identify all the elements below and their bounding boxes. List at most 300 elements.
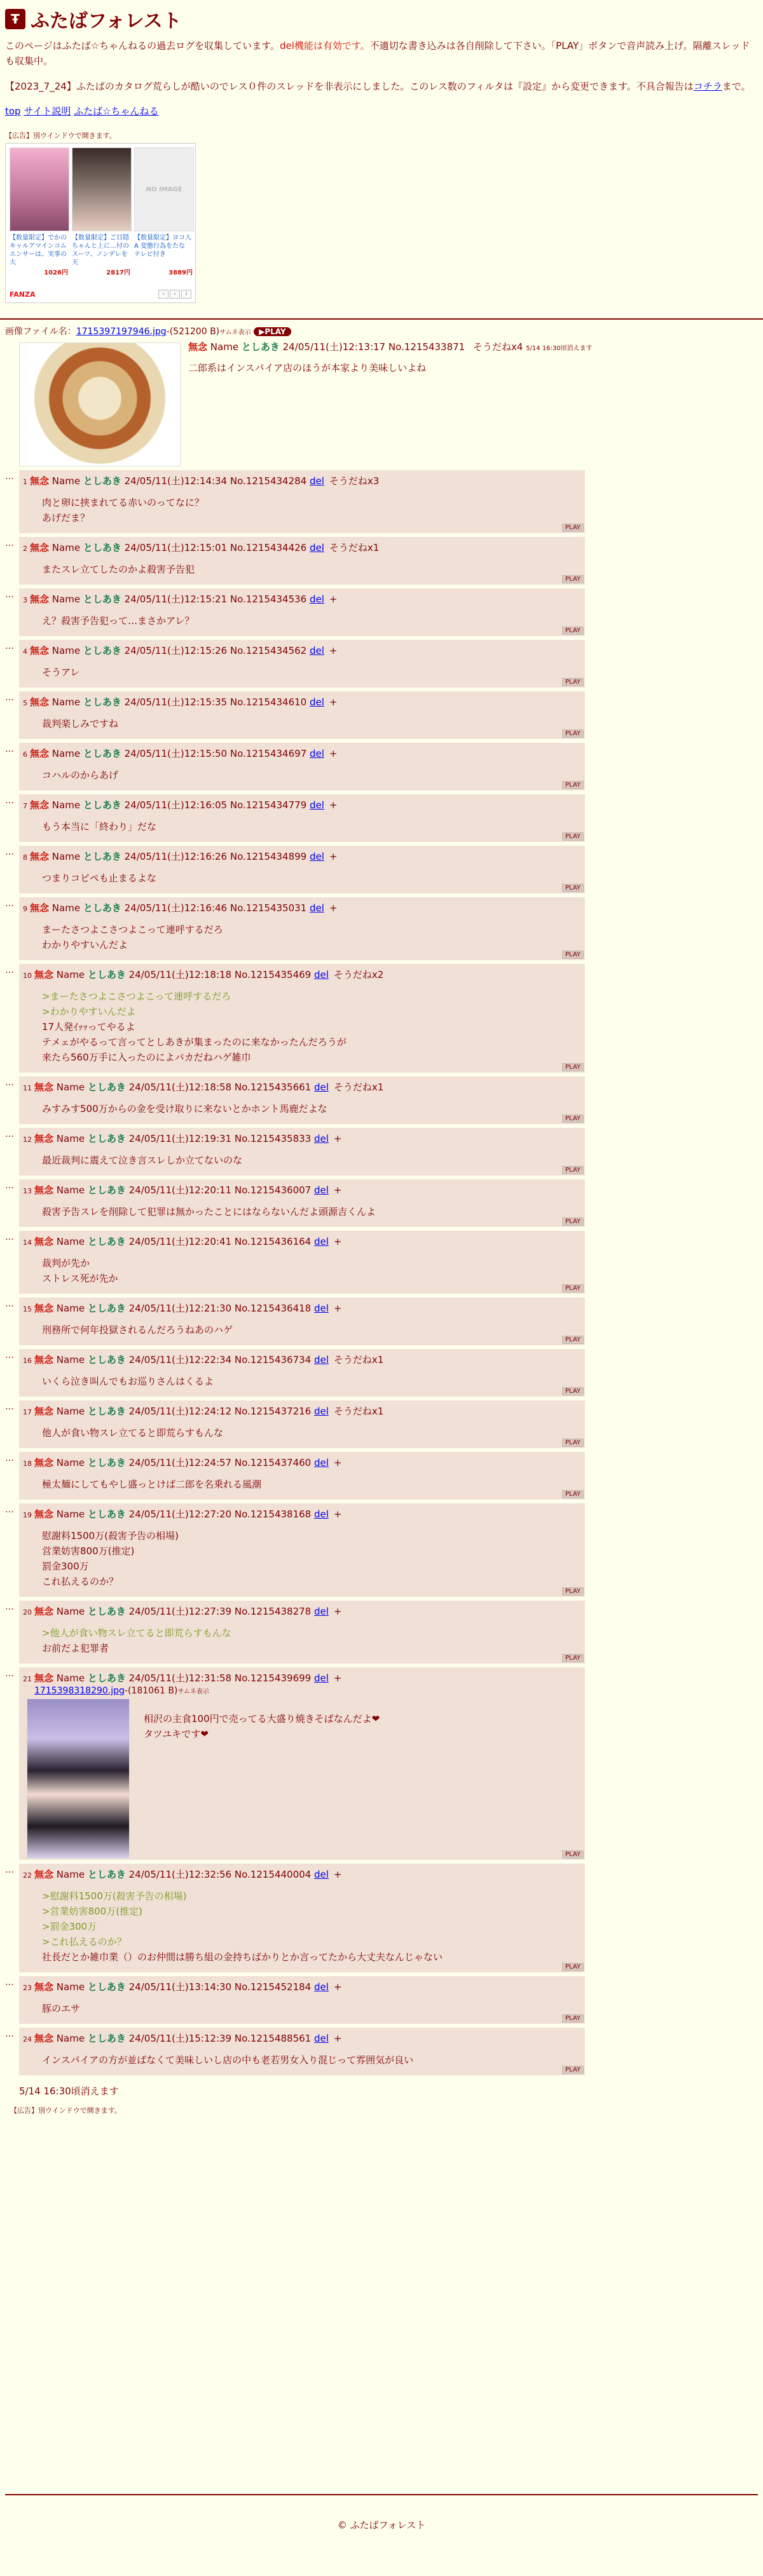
text-line: 17人発ｲｯｯってやるよ (42, 1021, 135, 1033)
reply-number[interactable]: No.1215438168 (234, 1508, 312, 1520)
sodane-button[interactable]: + (329, 696, 338, 708)
text-line: コハルのからあげ (42, 769, 119, 781)
nav-top-link[interactable]: top (5, 105, 21, 117)
reply-text (42, 1153, 581, 1168)
reply-box (19, 640, 585, 688)
del-link[interactable]: del (314, 1303, 329, 1314)
reply-post (5, 1349, 758, 1397)
quote-line: >まーたさつよこさつよこって連呼するだろ (42, 991, 231, 1002)
reply-menu-icon[interactable]: … (5, 590, 14, 600)
reply-index: 3 (23, 596, 27, 604)
reply-menu-icon[interactable]: … (5, 693, 14, 703)
sodane-button[interactable]: そうだねx1 (333, 1354, 384, 1366)
reply-index: 18 (23, 1460, 32, 1468)
reply-post (5, 1503, 758, 1597)
reply-header: 17 無念 Name としあき 24/05/11(土)12:24:12 No.1215437216 del そうだねx1 (23, 1406, 384, 1417)
reply-menu-icon[interactable]: … (5, 1505, 14, 1515)
reply-box (19, 1864, 585, 1972)
intro-paragraph-1: このページはふたば☆ちゃんねるの過去ログを収集しています。del機能は有効です。不適切な書き込みは各自削除して下さい。「PLAY」ボタンで音声読み上げ。隔離スレッドも収集中。 (5, 40, 750, 67)
sodane-button[interactable]: + (329, 645, 338, 656)
play-button[interactable]: PLAY (562, 627, 584, 635)
del-link[interactable]: del (314, 1133, 329, 1144)
reply-header: 11 無念 Name としあき 24/05/11(土)12:18:58 No.1215435661 del そうだねx1 (23, 1081, 384, 1093)
play-button[interactable]: PLAY (562, 1850, 584, 1859)
reply-header: 9 無念 Name としあき 24/05/11(土)12:16:46 No.1215435031 del + (23, 902, 338, 914)
play-button[interactable]: PLAY (562, 1336, 584, 1344)
reply-box (19, 1231, 585, 1294)
del-link[interactable]: del (314, 1606, 329, 1617)
reply-number[interactable]: No.1215434562 (230, 645, 307, 656)
ad-item-title[interactable]: 【数量限定】ヨコ人A 変態行為をたな テレビ付き (134, 234, 191, 258)
reply-number[interactable]: No.1215434697 (230, 748, 307, 759)
sodane-button[interactable]: + (333, 1184, 342, 1196)
sodane-button[interactable]: + (333, 1869, 342, 1880)
text-line: 裁判楽しみですね (42, 718, 119, 729)
del-link[interactable]: del (310, 542, 324, 553)
op-file-link[interactable]: 1715397197946.jpg (76, 327, 167, 337)
reply-date: 24/05/11(土)12:31:58 (128, 1672, 232, 1684)
reply-date: 24/05/11(土)12:18:18 (128, 969, 232, 980)
report-link[interactable]: コチラ (693, 81, 722, 92)
text-line: 殺害予告スレを削除して犯罪は無かったことにはならないんだよ頭源吉くんよ (42, 1206, 376, 1217)
reply-menu-icon[interactable]: … (5, 744, 14, 754)
text-line: 極太麺にしてもやし盛っとけば二郎を名乗れる風潮 (42, 1479, 262, 1490)
reply-number[interactable]: No.1215436164 (234, 1236, 312, 1247)
reply-number[interactable]: No.1215434779 (230, 799, 307, 811)
reply-number[interactable]: No.1215437460 (234, 1457, 312, 1468)
reply-number[interactable]: No.1215435661 (234, 1081, 312, 1093)
sodane-button[interactable]: + (329, 799, 338, 811)
del-link[interactable]: del (314, 1406, 329, 1417)
del-link[interactable]: del (310, 799, 324, 811)
text-line: 裁判が先か (42, 1257, 90, 1269)
del-link[interactable]: del (314, 1508, 329, 1520)
reply-post (5, 2028, 758, 2075)
ad-item-price: 2817円 (106, 269, 130, 276)
reply-header: 7 無念 Name としあき 24/05/11(土)12:16:05 No.1215434779 del + (23, 799, 338, 811)
reply-box (19, 794, 585, 842)
ad-thumbnail[interactable] (10, 147, 69, 231)
quote-line: >営業妨害800万(推定) (42, 1906, 142, 1917)
del-link[interactable]: del (310, 475, 324, 487)
del-link[interactable]: del (314, 1081, 329, 1093)
reply-post (5, 1179, 758, 1227)
text-line: 刑務所で何年投獄されるんだろうねあのハゲ (42, 1324, 233, 1336)
reply-number[interactable]: No.1215436007 (234, 1184, 312, 1196)
del-link[interactable]: del (314, 1457, 329, 1468)
reply-name: としあき (83, 593, 121, 605)
copyright: © ふたばフォレスト (337, 2519, 426, 2531)
nav-links (5, 104, 758, 118)
text-line: これ払えるのか？ (42, 1576, 119, 1587)
del-link[interactable]: del (310, 902, 324, 914)
del-link[interactable]: del (310, 645, 324, 656)
reply-text (42, 665, 581, 680)
reply-number[interactable]: No.1215437216 (234, 1406, 312, 1417)
del-link[interactable]: del (314, 1981, 329, 1993)
reply-number[interactable]: No.1215435031 (230, 902, 307, 914)
reply-index: 16 (23, 1357, 32, 1365)
reply-box (19, 1976, 585, 2024)
reply-thumbnail[interactable] (27, 1698, 130, 1859)
del-link[interactable]: del (314, 1184, 329, 1196)
reply-box (19, 470, 585, 533)
sodane-button[interactable]: + (333, 1508, 342, 1520)
reply-text (42, 922, 581, 952)
sodane-button[interactable]: そうだねx2 (333, 969, 384, 980)
ad-item-title[interactable]: 【数量限定】でかのキャルアマインコムエンサーは、実事の大 (10, 234, 67, 266)
ad-banner[interactable] (5, 143, 196, 303)
reply-number[interactable]: No.1215452184 (234, 1981, 312, 1993)
ad-brand-logo[interactable]: FANZA (10, 290, 36, 299)
reply-header: 19 無念 Name としあき 24/05/11(土)12:27:20 No.1215438168 del + (23, 1508, 342, 1520)
reply-post (5, 1601, 758, 1664)
reply-box (19, 1601, 585, 1664)
reply-text (42, 1374, 581, 1389)
reply-menu-icon[interactable]: … (5, 796, 14, 806)
sodane-button[interactable]: そうだねx4 (473, 341, 523, 353)
reply-menu-icon[interactable]: … (5, 641, 14, 651)
sodane-button[interactable]: + (333, 1457, 342, 1468)
reply-name: としあき (87, 1081, 126, 1093)
play-button[interactable]: PLAY (562, 2066, 584, 2074)
reply-post (5, 1076, 758, 1124)
reply-box (19, 1349, 585, 1397)
reply-box (19, 1128, 585, 1176)
op-number[interactable]: No.1215433871 (388, 341, 465, 353)
reply-text (42, 1101, 581, 1116)
reply-number[interactable]: No.1215436734 (234, 1354, 312, 1366)
reply-date: 24/05/11(土)12:14:34 (124, 475, 228, 487)
ad-thumbnail-placeholder[interactable]: NO IMAGE (134, 147, 194, 231)
play-button[interactable]: PLAY (562, 1387, 584, 1395)
reply-header: 22 無念 Name としあき 24/05/11(土)12:32:56 No.1215440004 del + (23, 1869, 342, 1880)
reply-box (19, 1400, 585, 1448)
ad-item[interactable] (72, 147, 130, 276)
play-button[interactable]: PLAY (562, 1963, 584, 1971)
expire-footer: 5/14 16:30頃消えます (19, 2085, 119, 2097)
ad-next-button[interactable]: › (170, 290, 180, 299)
play-button[interactable]: PLAY (562, 832, 584, 841)
reply-date: 24/05/11(土)12:16:05 (124, 799, 228, 811)
reply-date: 24/05/11(土)12:16:26 (124, 851, 228, 862)
op-thumbnail[interactable] (19, 342, 181, 466)
play-button[interactable]: PLAY (562, 1166, 584, 1174)
reply-list (5, 470, 758, 2115)
reply-name: としあき (83, 799, 121, 811)
op-name: としあき (241, 341, 280, 353)
reply-name: としあき (87, 1354, 126, 1366)
reply-number[interactable]: No.1215440004 (234, 1869, 312, 1880)
op-body (181, 340, 593, 466)
reply-header: 16 無念 Name としあき 24/05/11(土)12:22:34 No.1215436734 del そうだねx1 (23, 1354, 384, 1366)
reply-text (42, 871, 581, 886)
reply-header: 13 無念 Name としあき 24/05/11(土)12:20:11 No.1215436007 del + (23, 1184, 342, 1196)
play-button[interactable]: PLAY (562, 1490, 584, 1498)
sodane-button[interactable]: + (333, 1672, 342, 1684)
reply-name: としあき (83, 748, 121, 759)
play-button[interactable]: PLAY (562, 2014, 584, 2023)
text-line: 肉と卵に挟まれてる赤いのってなに？ (42, 497, 204, 508)
reply-date: 24/05/11(土)12:19:31 (128, 1133, 232, 1144)
play-button[interactable]: PLAY (562, 781, 584, 789)
play-button[interactable]: PLAY (562, 1439, 584, 1447)
reply-name: としあき (83, 475, 121, 487)
reply-box (19, 691, 585, 739)
text-line: つまりコピペも止まるよな (42, 872, 156, 884)
reply-name: としあき (83, 851, 121, 862)
ad-item[interactable] (134, 147, 193, 276)
text-line: インスパイアの方が並ばなくて美味しいし店の中も老若男女入り混じって雰囲気が良い (42, 2054, 414, 2066)
reply-date: 24/05/11(土)12:27:39 (128, 1606, 232, 1617)
reply-index: 19 (23, 1511, 32, 1519)
reply-number[interactable]: No.1215439699 (234, 1672, 312, 1684)
reply-index: 15 (23, 1305, 32, 1313)
reply-header: 14 無念 Name としあき 24/05/11(土)12:20:41 No.1215436164 del + (23, 1236, 342, 1247)
del-link[interactable]: del (314, 2033, 329, 2044)
reply-box (19, 743, 585, 790)
reply-index: 24 (23, 2035, 32, 2044)
ad-item-title[interactable]: 【数量限定】ご目隠ちゃんと上に…付のスーツ、ノンデレを天 (72, 234, 129, 266)
text-line: 相沢の主食100円で売ってる大盛り焼きそばなんだよ❤ (144, 1713, 380, 1725)
sodane-button[interactable]: + (329, 902, 338, 914)
play-button[interactable]: PLAY (562, 1063, 584, 1071)
reply-text (42, 1625, 581, 1656)
sodane-button[interactable]: そうだねx1 (333, 1406, 384, 1417)
reply-number[interactable]: No.1215436418 (234, 1303, 312, 1314)
reply-date: 24/05/11(土)12:15:35 (124, 696, 228, 708)
ad-item-price: 1026円 (44, 269, 68, 276)
play-button[interactable]: PLAY (562, 678, 584, 686)
reply-name: としあき (87, 2033, 126, 2044)
reply-menu-icon[interactable]: … (5, 1078, 14, 1088)
reply-menu-icon[interactable]: … (5, 1350, 14, 1360)
reply-text (42, 1528, 581, 1589)
op-header: 無念 Name としあき 24/05/11(土)12:13:17 No.1215433871 そうだねx4 5/14 16:30頃消えます (188, 341, 593, 353)
text-line: いくら泣き叫んでもお巡りさんはくるよ (42, 1376, 214, 1387)
reply-post (5, 537, 758, 585)
site-title-text[interactable]: ふたばフォレスト (31, 10, 182, 32)
expire-note: 5/14 16:30頃消えます (526, 345, 593, 352)
reply-name: としあき (83, 696, 121, 708)
sodane-button[interactable]: + (333, 1981, 342, 1993)
reply-number[interactable]: No.1215434536 (230, 593, 307, 605)
reply-date: 24/05/11(土)12:24:12 (128, 1406, 232, 1417)
reply-post (5, 1298, 758, 1345)
reply-menu-icon[interactable]: … (5, 1402, 14, 1412)
reply-box (19, 964, 585, 1073)
play-button[interactable]: PLAY (562, 729, 584, 738)
text-line: 罰金300万 (42, 1561, 89, 1572)
reply-menu-icon[interactable]: … (5, 1977, 14, 1988)
play-button[interactable]: PLAY (562, 1284, 584, 1292)
reply-name: としあき (87, 1869, 126, 1880)
ad-item[interactable] (10, 147, 68, 276)
play-button[interactable]: PLAY (562, 884, 584, 892)
reply-index: 5 (23, 699, 27, 707)
reply-menu-icon[interactable]: … (5, 2029, 14, 2039)
reply-post (5, 1128, 758, 1176)
reply-text (42, 495, 581, 525)
sodane-button[interactable]: + (329, 593, 338, 605)
reply-index: 7 (23, 802, 27, 810)
reply-menu-icon[interactable]: … (5, 1453, 14, 1463)
sodane-button[interactable]: そうだねx3 (329, 475, 380, 487)
sodane-button[interactable]: + (333, 1606, 342, 1617)
reply-number[interactable]: No.1215488561 (234, 2033, 312, 2044)
reply-post (5, 846, 758, 893)
quote-line: >わかりやすいんだよ (42, 1006, 136, 1017)
reply-header: 12 無念 Name としあき 24/05/11(土)12:19:31 No.1215435833 del + (23, 1133, 342, 1144)
reply-menu-icon[interactable]: … (5, 1299, 14, 1309)
reply-file-link[interactable]: 1715398318290.jpg (34, 1686, 125, 1696)
del-link[interactable]: del (310, 851, 324, 862)
reply-date: 24/05/11(土)12:15:01 (124, 542, 228, 553)
reply-text (42, 819, 581, 834)
reply-index: 20 (23, 1608, 32, 1617)
text-line: 豚のエサ (42, 2003, 81, 2014)
reply-name: としあき (87, 1672, 126, 1684)
sodane-button[interactable]: そうだねx1 (333, 1081, 384, 1093)
reply-number[interactable]: No.1215438278 (234, 1606, 312, 1617)
reply-date: 24/05/11(土)12:24:57 (128, 1457, 232, 1468)
reply-name: としあき (87, 1133, 126, 1144)
thread (0, 325, 763, 2115)
reply-menu-icon[interactable]: … (5, 847, 14, 857)
quote-line: >これ払えるのか？ (42, 1936, 127, 1948)
reply-box (19, 1503, 585, 1597)
reply-menu-icon[interactable]: … (5, 1232, 14, 1242)
reply-name: としあき (87, 1508, 126, 1520)
sodane-button[interactable]: + (329, 851, 338, 862)
reply-text (42, 1425, 581, 1441)
text-line: え？殺害予告犯って…まさかアレ？ (42, 615, 195, 627)
reply-date: 24/05/11(土)12:20:41 (128, 1236, 232, 1247)
ad-info-button[interactable]: i (181, 290, 191, 299)
sodane-button[interactable]: + (333, 2033, 342, 2044)
reply-text (42, 1322, 581, 1338)
sodane-button[interactable]: + (333, 1236, 342, 1247)
reply-index: 23 (23, 1984, 32, 1992)
play-button[interactable]: PLAY (562, 951, 584, 959)
reply-menu-icon[interactable]: … (5, 471, 14, 482)
sodane-button[interactable]: そうだねx1 (329, 542, 380, 553)
reply-number[interactable]: No.1215434899 (230, 851, 307, 862)
del-notice: del機能は有効です。 (279, 40, 370, 51)
site-title (5, 5, 758, 33)
play-button[interactable]: PLAY (562, 524, 584, 532)
reply-box (19, 588, 585, 636)
reply-post (5, 1400, 758, 1448)
reply-number[interactable]: No.1215434426 (230, 542, 307, 553)
play-button[interactable]: PLAY (562, 1115, 584, 1123)
reply-text (42, 989, 581, 1065)
reply-date: 24/05/11(土)12:15:21 (124, 593, 228, 605)
nav-futaba-link[interactable]: ふたば☆ちゃんねる (74, 105, 159, 117)
reply-menu-icon[interactable]: … (5, 538, 14, 548)
reply-menu-icon[interactable]: … (5, 1669, 14, 1679)
reply-number[interactable]: No.1215434284 (230, 475, 307, 487)
nav-about-link[interactable]: サイト説明 (24, 105, 71, 117)
play-button[interactable]: PLAY (562, 575, 584, 583)
reply-header: 5 無念 Name としあき 24/05/11(土)12:15:35 No.1215434610 del + (23, 696, 338, 708)
text-line: わかりやすいんだよ (42, 939, 128, 951)
del-link[interactable]: del (314, 1354, 329, 1366)
ad-thumbnail[interactable] (72, 147, 132, 231)
reply-post (5, 640, 758, 688)
reply-menu-icon[interactable]: … (5, 898, 14, 909)
reply-post (5, 1864, 758, 1972)
reply-menu-icon[interactable]: … (5, 965, 14, 975)
sodane-button[interactable]: + (329, 748, 338, 759)
reply-name: としあき (83, 542, 121, 553)
divider (0, 318, 763, 320)
reply-name: としあき (87, 1236, 126, 1247)
reply-post (5, 1231, 758, 1294)
reply-index: 10 (23, 972, 32, 980)
ad-prev-button[interactable]: ‹ (158, 290, 168, 299)
sodane-button[interactable]: + (333, 1303, 342, 1314)
reply-name: としあき (83, 902, 121, 914)
play-button[interactable]: PLAY (562, 1654, 584, 1662)
reply-index: 1 (23, 478, 27, 486)
reply-date: 24/05/11(土)15:12:39 (128, 2033, 232, 2044)
reply-post (5, 470, 758, 533)
reply-index: 22 (23, 1871, 32, 1880)
sodane-button[interactable]: + (333, 1133, 342, 1144)
reply-post (5, 743, 758, 790)
reply-text (42, 2052, 581, 2068)
site-logo[interactable]: Ŧ (5, 9, 25, 29)
text-line: タツユキです❤ (144, 1728, 209, 1740)
play-button[interactable]: PLAY (562, 1587, 584, 1596)
del-link[interactable]: del (314, 969, 329, 980)
del-link[interactable]: del (310, 748, 324, 759)
reply-index: 4 (23, 647, 27, 656)
reply-box (19, 1076, 585, 1124)
text-line: もう本当に「終わり」だな (42, 821, 157, 832)
reply-date: 24/05/11(土)12:15:50 (124, 748, 228, 759)
footer-divider (5, 2494, 758, 2495)
del-link[interactable]: del (314, 1869, 329, 1880)
reply-text (42, 2001, 581, 2016)
reply-menu-icon[interactable]: … (5, 1865, 14, 1875)
reply-text (42, 1888, 581, 1965)
ad-nav (158, 290, 191, 299)
reply-header: 6 無念 Name としあき 24/05/11(土)12:15:50 No.1215434697 del + (23, 748, 338, 759)
reply-date: 24/05/11(土)12:22:34 (128, 1354, 232, 1366)
op-text: 二郎系はインスパイア店のほうが本家より美味しいよね (188, 362, 427, 374)
del-link[interactable]: del (310, 593, 324, 605)
reply-number[interactable]: No.1215435469 (234, 969, 312, 980)
reply-menu-icon[interactable]: … (5, 1129, 14, 1139)
reply-name: としあき (83, 645, 121, 656)
reply-number[interactable]: No.1215435833 (234, 1133, 312, 1144)
op-play-button[interactable]: ▶PLAY (254, 327, 291, 336)
del-link[interactable]: del (314, 1672, 329, 1684)
reply-menu-icon[interactable]: … (5, 1181, 14, 1191)
reply-menu-icon[interactable]: … (5, 1602, 14, 1612)
reply-name: としあき (87, 1184, 126, 1196)
reply-date: 24/05/11(土)12:32:56 (128, 1869, 232, 1880)
play-button[interactable]: PLAY (562, 1217, 584, 1226)
reply-text (42, 1204, 581, 1219)
reply-number[interactable]: No.1215434610 (230, 696, 307, 708)
del-link[interactable]: del (314, 1236, 329, 1247)
del-link[interactable]: del (310, 696, 324, 708)
text-line: 営業妨害800万(推定) (42, 1545, 135, 1557)
reply-date: 24/05/11(土)12:27:20 (128, 1508, 232, 1520)
